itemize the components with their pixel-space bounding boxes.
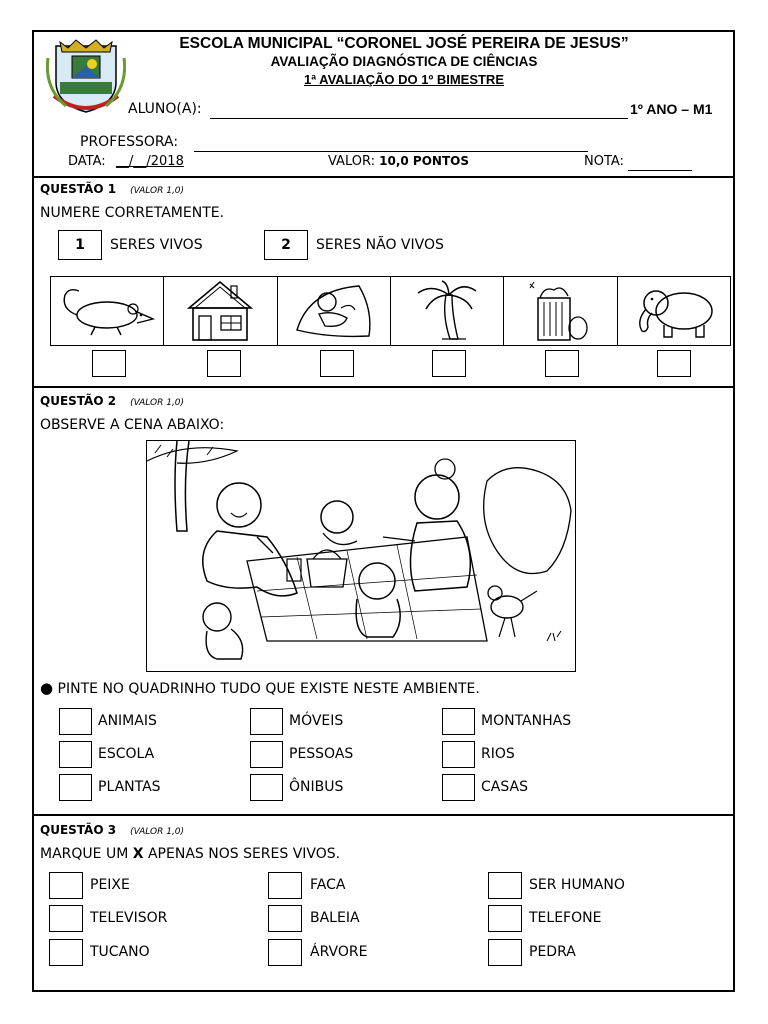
picnic-scene-image (146, 440, 576, 672)
option-checkbox[interactable] (488, 905, 522, 932)
section-divider (34, 386, 733, 388)
option-label: RIOS (481, 746, 515, 762)
school-name: ESCOLA MUNICIPAL “CORONEL JOSÉ PEREIRA DE JESUS” (179, 35, 629, 52)
teacher-name-field[interactable] (194, 151, 588, 152)
q3-value: (VALOR 1,0) (130, 827, 185, 837)
baby-icon (289, 280, 379, 342)
q3-instruction-mark: X (132, 846, 144, 862)
legend-box-1 (58, 230, 102, 260)
legend-number-1: 1 (75, 237, 85, 253)
option-label: MONTANHAS (481, 713, 572, 729)
q2-task (40, 679, 480, 697)
legend-label-1: SERES VIVOS (110, 237, 203, 253)
date-label: DATA: (68, 154, 106, 169)
q1-instruction: NUMERE CORRETAMENTE. (40, 205, 225, 221)
q2-title (40, 394, 184, 408)
trash-can-icon (520, 278, 600, 344)
option-checkbox[interactable] (268, 905, 302, 932)
picture-cell (504, 277, 617, 345)
option-checkbox[interactable] (442, 741, 475, 768)
option-checkbox[interactable] (59, 708, 92, 735)
house-icon (175, 278, 265, 344)
option-label: PESSOAS (289, 746, 354, 762)
option-label: PEIXE (90, 877, 130, 893)
exam-subtitle: AVALIAÇÃO DIAGNÓSTICA DE CIÊNCIAS (270, 54, 538, 69)
picture-cell (51, 277, 164, 345)
teacher-label: PROFESSORA: (80, 134, 179, 150)
option-checkbox[interactable] (268, 872, 302, 899)
q3-instruction (40, 846, 340, 862)
option-checkbox[interactable] (268, 939, 302, 966)
number-box[interactable] (432, 350, 466, 377)
legend-number-2: 2 (281, 237, 291, 253)
option-checkbox[interactable] (250, 774, 283, 801)
option-checkbox[interactable] (488, 939, 522, 966)
picture-cell (618, 277, 730, 345)
legend-label-2: SERES NÃO VIVOS (316, 237, 444, 253)
option-label: ÔNIBUS (289, 779, 344, 795)
date-field[interactable]: __/__/2018 (116, 154, 184, 169)
q1-value: (VALOR 1,0) (130, 186, 185, 196)
q1-title (40, 182, 184, 196)
option-checkbox[interactable] (250, 741, 283, 768)
score-value-label (328, 154, 469, 169)
student-name-field[interactable] (210, 118, 628, 119)
q1-title-text: QUESTÃO 1 (40, 182, 117, 196)
option-label: ÁRVORE (310, 944, 368, 960)
picture-cell (164, 277, 277, 345)
class-label: 1º ANO – M1 (630, 101, 713, 117)
option-label: ESCOLA (98, 746, 155, 762)
number-box[interactable] (657, 350, 691, 377)
elephant-icon (626, 281, 722, 341)
number-box[interactable] (92, 350, 126, 377)
grade-label: NOTA: (584, 154, 624, 169)
option-checkbox[interactable] (442, 774, 475, 801)
grade-field[interactable] (628, 170, 692, 171)
option-checkbox[interactable] (59, 774, 92, 801)
option-label: TUCANO (90, 944, 150, 960)
option-label: CASAS (481, 779, 528, 795)
option-checkbox[interactable] (49, 905, 83, 932)
option-label: PEDRA (529, 944, 576, 960)
q2-task-text: PINTE NO QUADRINHO TUDO QUE EXISTE NESTE AMBIENTE. (57, 681, 480, 697)
option-checkbox[interactable] (49, 939, 83, 966)
option-label: FACA (310, 877, 346, 893)
number-box[interactable] (207, 350, 241, 377)
legend-box-2 (264, 230, 308, 260)
number-box[interactable] (545, 350, 579, 377)
q3-title (40, 823, 184, 837)
q3-instruction-pre: MARQUE UM (40, 846, 133, 862)
option-label: TELEVISOR (90, 910, 168, 926)
q2-title-text: QUESTÃO 2 (40, 394, 117, 408)
section-divider (34, 176, 733, 178)
exam-name: 1ª AVALIAÇÃO DO 1º BIMESTRE (303, 72, 504, 87)
option-checkbox[interactable] (250, 708, 283, 735)
picture-cell (278, 277, 391, 345)
number-box[interactable] (320, 350, 354, 377)
option-label: PLANTAS (98, 779, 161, 795)
mouse-icon (55, 281, 159, 341)
student-label: ALUNO(A): (128, 101, 202, 117)
option-label: ANIMAIS (98, 713, 157, 729)
valor-label: VALOR: (328, 154, 375, 169)
option-checkbox[interactable] (488, 872, 522, 899)
q1-picture-row (50, 276, 731, 346)
option-checkbox[interactable] (49, 872, 83, 899)
option-checkbox[interactable] (59, 741, 92, 768)
palm-tree-icon (412, 279, 482, 343)
q3-title-text: QUESTÃO 3 (40, 823, 117, 837)
q3-instruction-post: APENAS NOS SERES VIVOS. (143, 846, 341, 862)
section-divider (34, 814, 733, 816)
picture-cell (391, 277, 504, 345)
q2-value: (VALOR 1,0) (130, 398, 185, 408)
q2-instruction: OBSERVE A CENA ABAIXO: (40, 417, 225, 433)
option-label: TELEFONE (529, 910, 602, 926)
option-label: SER HUMANO (529, 877, 625, 893)
option-label: MÓVEIS (289, 713, 344, 729)
option-label: BALEIA (310, 910, 360, 926)
bullet-icon: ● (40, 679, 54, 697)
option-checkbox[interactable] (442, 708, 475, 735)
exam-sheet (32, 30, 735, 992)
valor-value: 10,0 PONTOS (379, 154, 469, 168)
